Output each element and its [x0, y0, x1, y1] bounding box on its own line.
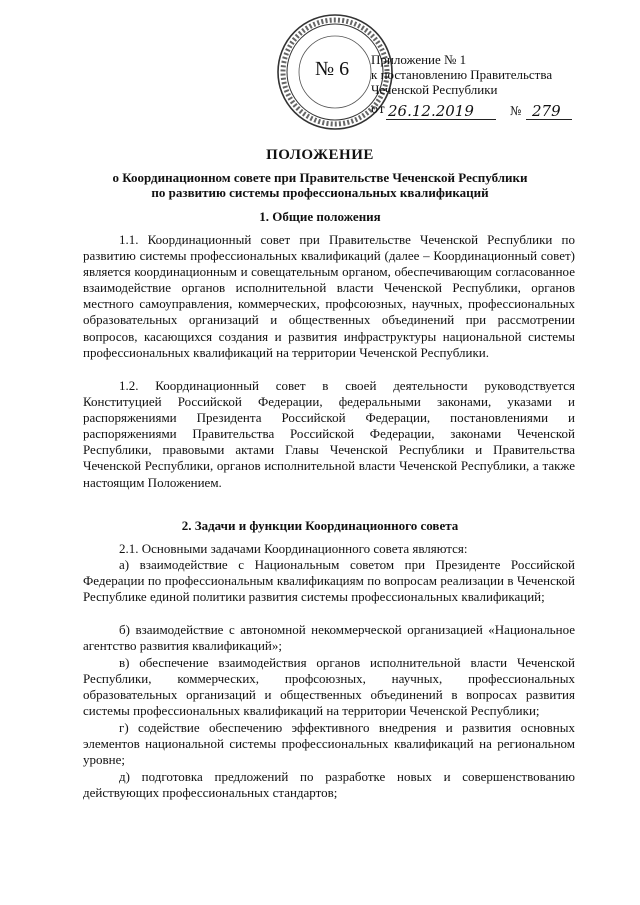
- section2-heading: 2. Задачи и функции Координационного совета: [181, 518, 459, 533]
- paragraph-1-1: [83, 232, 575, 361]
- number-prefix: №: [510, 104, 522, 118]
- item-d: [83, 769, 575, 801]
- item-v-text: в) обеспечение взаимодействия органов исполнительной власти Чеченской Республики, коммерческих, профсоюзных, научных, профессиональных образовательных организаций и общественных объединений в вопросах развития системы профессиональных квалификаций на территории Чеченской Республики;: [83, 655, 575, 719]
- subtitle-line2: по развитию системы профессиональных квалификаций: [151, 185, 489, 200]
- paragraph-2-1: [83, 541, 575, 557]
- item-g: [83, 720, 575, 768]
- section1-heading: 1. Общие положения: [259, 209, 381, 224]
- paragraph-1-2-text: 1.2. Координационный совет в своей деятельности руководствуется Конституцией Российской Федерации, федеральными законами, указами и распоряжениями Президента Российской Федерации, постановлениями и распоряжениями Правительства Российской Федерации, законами Чеченской Республики, правовыми актами Главы Чеченской Республики и Правительства Чеченской Республики, органов исполнительной власти Чеченской Республики, а также настоящим Положением.: [83, 378, 575, 490]
- paragraph-1-2: [83, 378, 575, 491]
- seal-number: № 6: [315, 58, 350, 80]
- document-title: ПОЛОЖЕНИЕ: [266, 147, 374, 163]
- appendix-line3: Чеченской Республики: [371, 82, 498, 97]
- item-a: [83, 557, 575, 605]
- document-subtitle: [0, 170, 640, 200]
- date-underline: [386, 119, 496, 120]
- handwritten-number: 279: [532, 102, 561, 120]
- item-b-text: б) взаимодействие с автономной некоммерческой организацией «Национальное агентство развития квалификаций»;: [83, 622, 575, 654]
- appendix-line2: к постановлению Правительства: [371, 67, 553, 82]
- item-b: [83, 622, 575, 654]
- item-d-text: д) подготовка предложений по разработке новых и совершенствованию действующих профессиональных стандартов;: [83, 769, 575, 801]
- subtitle-line1: о Координационном совете при Правительстве Чеченской Республики: [112, 170, 528, 185]
- item-g-text: г) содействие обеспечению эффективного внедрения и развития основных элементов национальной системы профессиональных квалификаций на региональном уровне;: [83, 720, 575, 768]
- handwritten-date: 26.12.2019: [388, 102, 474, 120]
- date-prefix: от: [371, 102, 385, 116]
- paragraph-2-1-text: 2.1. Основными задачами Координационного совета являются:: [119, 541, 468, 556]
- item-a-text: а) взаимодействие с Национальным советом при Президенте Российской Федерации по профессиональным квалификациям по вопросам реализации в Чеченской Республике единой политики развития системы профессиональных квалификаций;: [83, 557, 575, 605]
- item-v: [83, 655, 575, 719]
- appendix-line1: Приложение № 1: [371, 52, 467, 67]
- number-underline: [526, 119, 572, 120]
- appendix-note: [371, 52, 621, 97]
- paragraph-1-1-text: 1.1. Координационный совет при Правительстве Чеченской Республики по развитию системы профессиональных квалификаций (далее – Координационный совет) является координационным и совещательным органом, обеспечивающим согласованное взаимодействие органов исполнительной власти Чеченской Республики, органов местного самоуправления, коммерческих, профсоюзных, научных, профессиональных образовательных организаций и общественных объединений при рассмотрении вопросов, касающихся создания и развития инфраструктуры национальной системы профессиональных квалификаций на территории Чеченской Республики.: [83, 232, 575, 360]
